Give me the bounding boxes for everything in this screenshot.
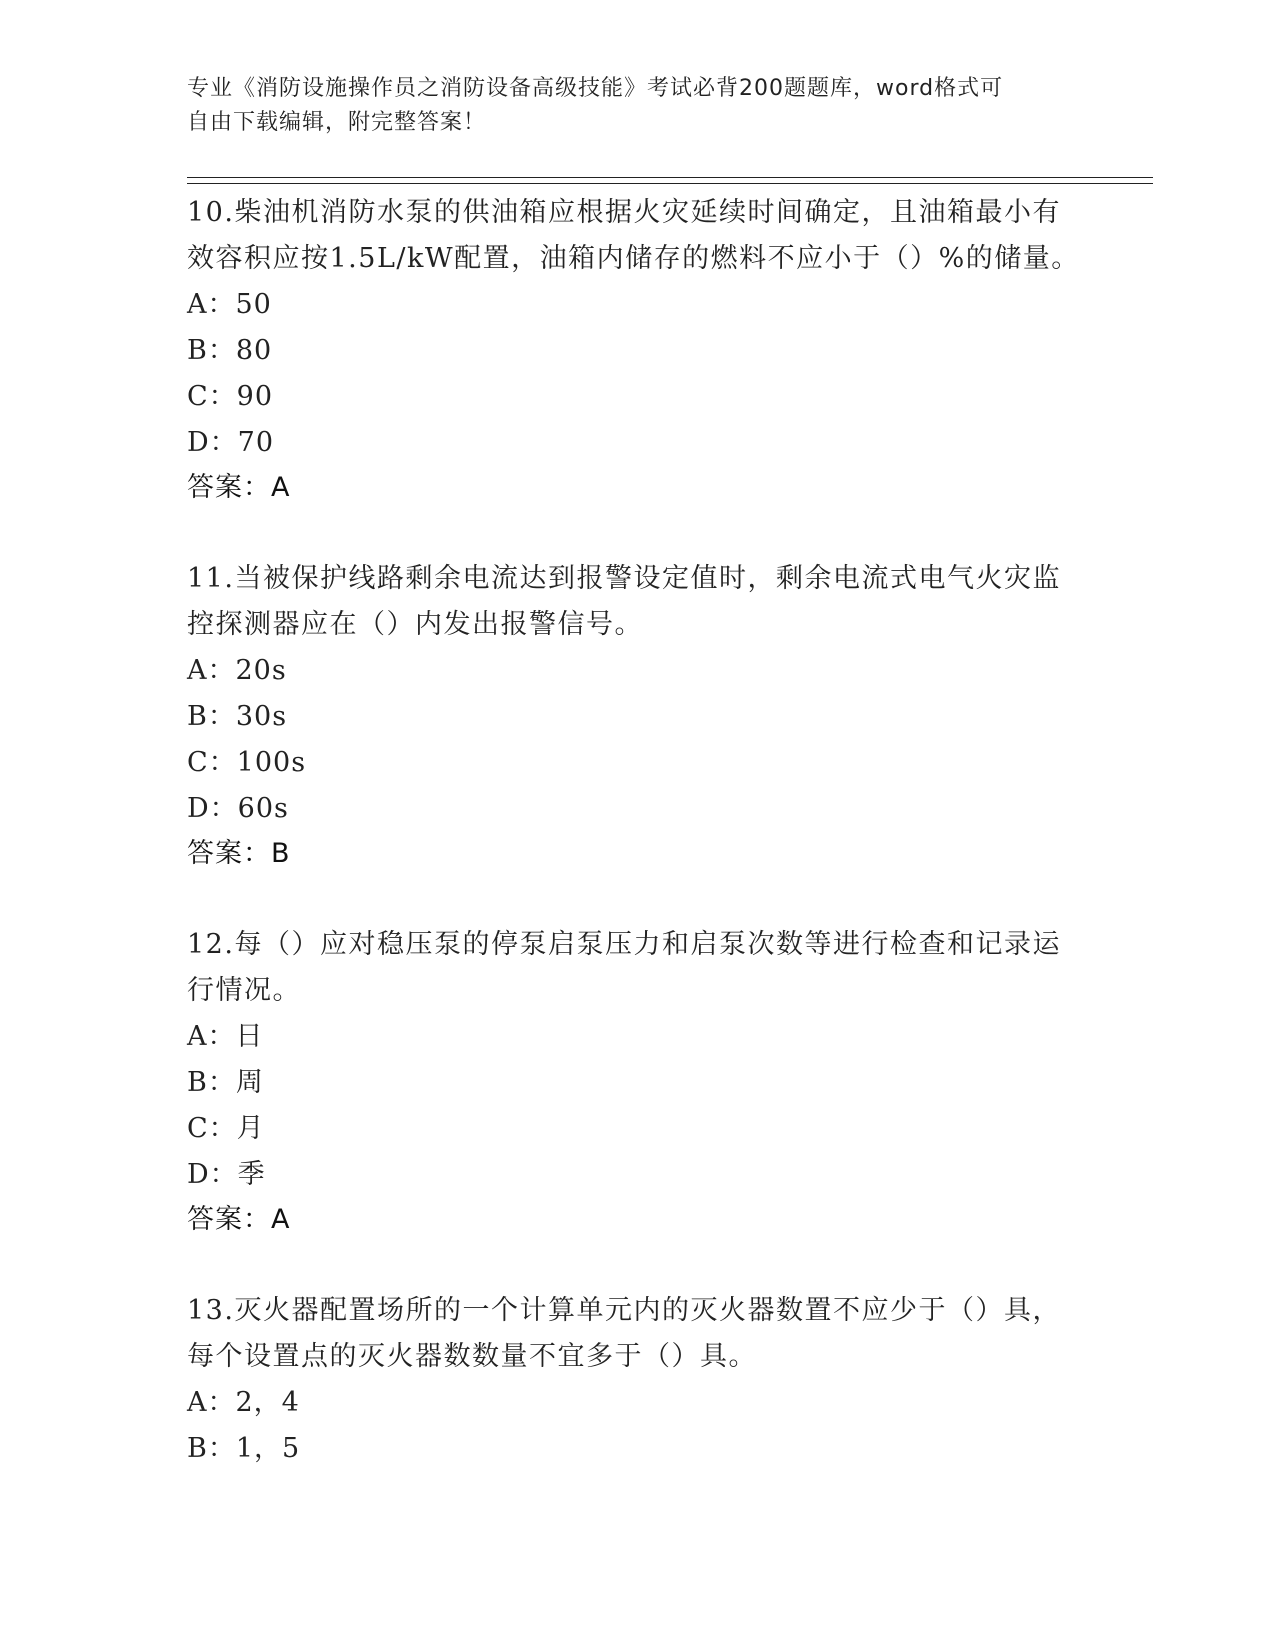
answer: 答案：B bbox=[187, 838, 291, 869]
question-stem-line: 行情况。 bbox=[187, 975, 301, 1006]
question-11 bbox=[187, 556, 1147, 876]
option-d: D：季 bbox=[187, 1159, 266, 1190]
answer: 答案：A bbox=[187, 1204, 291, 1235]
header-line-2: 自由下载编辑，附完整答案！ bbox=[187, 110, 487, 135]
question-stem bbox=[187, 922, 1147, 1014]
option-a: A：2，4 bbox=[187, 1387, 300, 1418]
question-stem-line: 每个设置点的灭火器数数量不宜多于（）具。 bbox=[187, 1341, 757, 1372]
option-b: B：80 bbox=[187, 335, 273, 366]
option-c: C：100s bbox=[187, 747, 307, 778]
option-b: B：30s bbox=[187, 701, 288, 732]
option-c: C：月 bbox=[187, 1113, 265, 1144]
question-stem-line: 11.当被保护线路剩余电流达到报警设定值时，剩余电流式电气火灾监 bbox=[187, 563, 1061, 594]
question-stem-line: 控探测器应在（）内发出报警信号。 bbox=[187, 609, 643, 640]
document-header bbox=[187, 72, 1067, 140]
question-stem-line: 12.每（）应对稳压泵的停泵启泵压力和启泵次数等进行检查和记录运 bbox=[187, 929, 1061, 960]
header-divider-top bbox=[187, 177, 1153, 178]
option-d: D：60s bbox=[187, 793, 289, 824]
question-13 bbox=[187, 1288, 1147, 1472]
question-stem bbox=[187, 556, 1147, 648]
question-stem-line: 13.灭火器配置场所的一个计算单元内的灭火器数置不应少于（）具， bbox=[187, 1295, 1061, 1326]
question-10 bbox=[187, 190, 1147, 510]
question-stem bbox=[187, 190, 1147, 282]
option-a: A：20s bbox=[187, 655, 287, 686]
option-c: C：90 bbox=[187, 381, 274, 412]
question-stem-line: 10.柴油机消防水泵的供油箱应根据火灾延续时间确定，且油箱最小有 bbox=[187, 197, 1061, 228]
answer: 答案：A bbox=[187, 472, 291, 503]
header-divider-bottom bbox=[187, 183, 1153, 184]
question-stem bbox=[187, 1288, 1147, 1380]
question-stem-line: 效容积应按1.5L/kW配置，油箱内储存的燃料不应小于（）%的储量。 bbox=[187, 243, 1080, 274]
option-b: B：周 bbox=[187, 1067, 264, 1098]
option-d: D：70 bbox=[187, 427, 275, 458]
header-line-1: 专业《消防设施操作员之消防设备高级技能》考试必背200题题库，word格式可 bbox=[187, 76, 1004, 101]
question-list bbox=[187, 190, 1147, 1518]
option-a: A：日 bbox=[187, 1021, 264, 1052]
question-12 bbox=[187, 922, 1147, 1242]
option-a: A：50 bbox=[187, 289, 272, 320]
option-b: B：1，5 bbox=[187, 1433, 301, 1464]
